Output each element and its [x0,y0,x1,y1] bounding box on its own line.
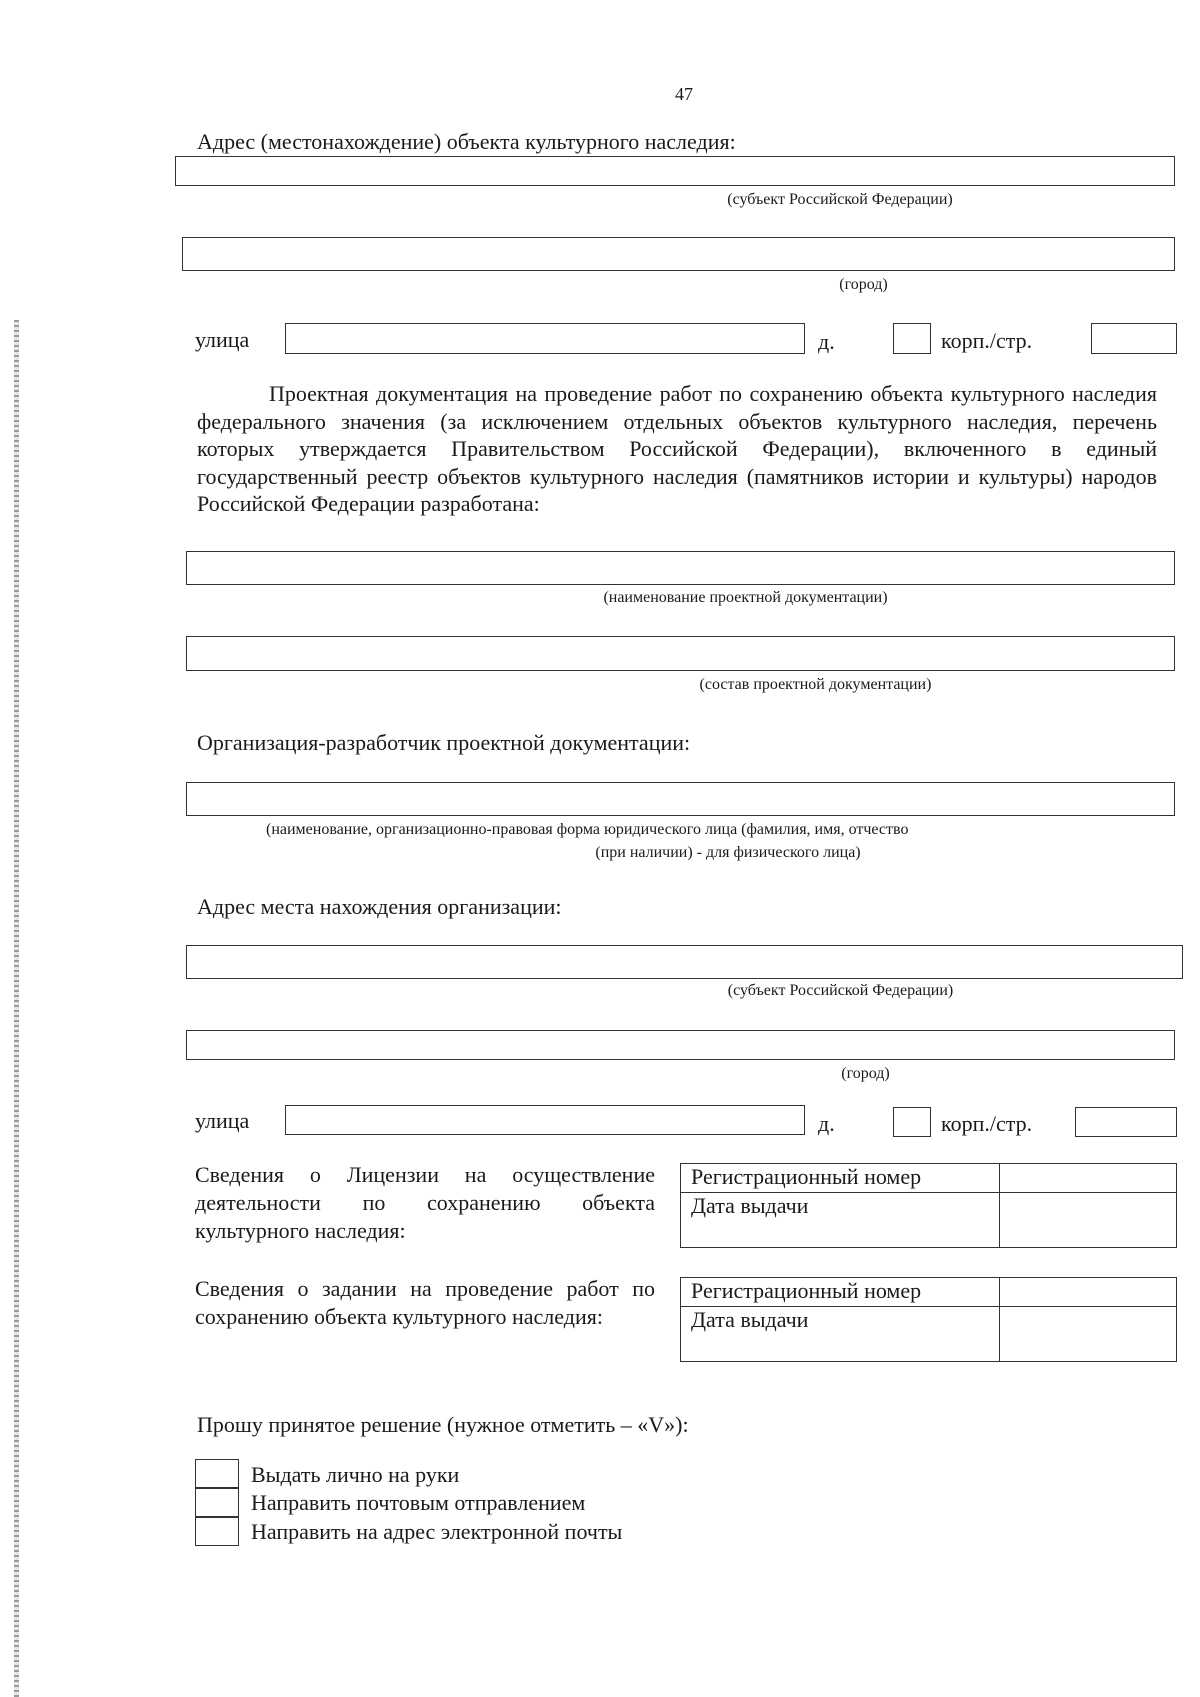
license-reg-number-field[interactable] [1000,1164,1177,1193]
checkbox-by-email[interactable] [195,1517,239,1546]
option-by-email: Направить на адрес электронной почты [251,1519,623,1544]
object-building-label: корп./стр. [941,328,1033,353]
object-house-field[interactable] [893,323,931,354]
object-subject-caption: (субъект Российской Федерации) [727,191,953,208]
org-city-caption: (город) [841,1065,890,1082]
developer-caption-line1: (наименование, организационно-правовая форма юридического лица (фамилия, имя, отчество [266,821,909,838]
scan-edge-artifact [14,320,19,1697]
assignment-label: Сведения о задании на проведение работ по сохранению объекта культурного наследия: [195,1276,655,1329]
page-number: 47 [675,84,693,104]
org-subject-field[interactable] [186,945,1183,979]
project-doc-name-caption: (наименование проектной документации) [603,589,888,606]
org-subject-caption: (субъект Российской Федерации) [727,982,954,999]
assignment-table [680,1277,1177,1362]
org-address-heading: Адрес места нахождения организации: [197,894,562,919]
checkbox-by-post[interactable] [195,1488,239,1517]
assignment-reg-number-label: Регистрационный номер [681,1278,1000,1307]
license-issue-date-label: Дата выдачи [681,1193,1000,1248]
object-subject-field[interactable] [175,156,1175,186]
project-doc-paragraph: Проектная документация на проведение работ по сохранению объекта культурного наследия федерального значения (за исключением отдельных объектов культурного наследия, перечень которых утверждается Правительством Российской Федерации), включенного в единый государственный реестр объектов культурного наследия (памятников истории и культуры) народов Российской Федерации разработана: [197,381,1157,516]
assignment-issue-date-label: Дата выдачи [681,1307,1000,1362]
object-street-field[interactable] [285,323,805,354]
project-doc-composition-caption: (состав проектной документации) [699,676,932,693]
project-doc-name-field[interactable] [186,551,1175,585]
object-house-label: д. [818,329,835,354]
developer-heading: Организация-разработчик проектной документации: [197,730,691,755]
org-house-label: д. [818,1111,835,1136]
object-address-heading: Адрес (местонахождение) объекта культурного наследия: [197,129,736,154]
assignment-reg-number-field[interactable] [1000,1278,1177,1307]
option-by-post: Направить почтовым отправлением [251,1490,586,1515]
license-reg-number-label: Регистрационный номер [681,1164,1000,1193]
object-city-field[interactable] [182,237,1175,271]
license-label: Сведения о Лицензии на осуществление деятельности по сохранению объекта культурного наследия: [195,1162,655,1243]
org-street-label: улица [195,1108,250,1133]
object-city-caption: (город) [839,276,888,293]
license-issue-date-field[interactable] [1000,1193,1177,1248]
org-building-field[interactable] [1075,1107,1177,1137]
org-building-label: корп./стр. [941,1111,1033,1136]
option-in-person: Выдать лично на руки [251,1462,460,1487]
license-table [680,1163,1177,1248]
assignment-issue-date-field[interactable] [1000,1307,1177,1362]
developer-caption-line2: (при наличии) - для физического лица) [595,844,861,861]
object-street-label: улица [195,327,250,352]
decision-heading: Прошу принятое решение (нужное отметить – «V»): [197,1412,689,1437]
developer-name-field[interactable] [186,782,1175,816]
org-city-field[interactable] [186,1030,1175,1060]
org-street-field[interactable] [285,1105,805,1135]
project-doc-composition-field[interactable] [186,636,1175,671]
checkbox-in-person[interactable] [195,1459,239,1488]
object-building-field[interactable] [1091,323,1177,354]
org-house-field[interactable] [893,1107,931,1137]
